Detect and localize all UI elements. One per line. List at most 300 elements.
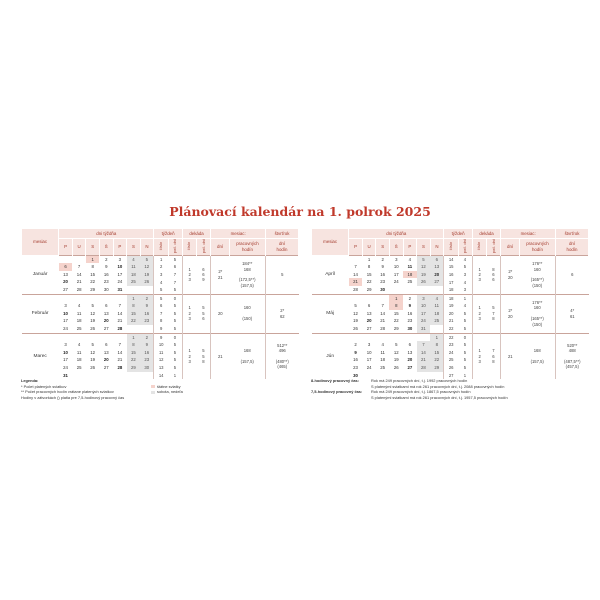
day-cell: 6 <box>408 342 412 348</box>
day-cell: 19 <box>353 318 358 324</box>
header-cislo: číslo <box>154 239 168 256</box>
day-cell <box>430 325 444 333</box>
day-cell: 18 <box>127 271 141 279</box>
day-cell: 22 <box>366 279 372 285</box>
header-dekada: dekáda <box>182 229 210 239</box>
week-number: 8 <box>154 317 168 325</box>
day-cell <box>140 325 154 333</box>
day-cell: 24 <box>117 279 123 285</box>
day-cell: 28 <box>117 325 123 331</box>
day-cell: 12 <box>140 263 154 271</box>
month-workdays: 2* 20 <box>501 255 520 294</box>
day-cell: 27 <box>103 364 109 370</box>
month-name: Január <box>22 255 59 294</box>
day-cell <box>99 333 113 341</box>
day-cell: 5 <box>91 303 94 309</box>
day-cell <box>59 333 73 341</box>
week-workdays: 7 <box>173 271 177 277</box>
week-workdays: 0 <box>168 333 182 341</box>
header-dekada: dekáda <box>472 229 500 239</box>
week-number: 18 <box>444 286 458 294</box>
day-cell: 13 <box>366 310 372 316</box>
day-cell: 11 <box>407 264 413 270</box>
header-stvrtrok-dni: dní hodín <box>556 239 589 256</box>
week-workdays: 5 <box>463 264 467 270</box>
quarter-cell: 5 <box>266 255 299 294</box>
day-cell <box>140 286 154 294</box>
day-cell <box>403 286 417 294</box>
day-cell: 4 <box>77 303 81 309</box>
day-cell: 9 <box>140 302 154 310</box>
day-cell <box>389 286 403 294</box>
month-hours: 176** 160 (165**) (150) <box>519 255 555 294</box>
day-cell: 13 <box>63 271 68 277</box>
day-cell: 14 <box>417 349 431 357</box>
week-workdays: 5 <box>173 326 177 332</box>
week-workdays: 0 <box>168 294 182 302</box>
day-cell: 18 <box>403 271 417 279</box>
table-row <box>312 294 589 302</box>
day-cell: 18 <box>380 357 386 363</box>
week-workdays: 5 <box>173 287 177 293</box>
dekada-numbers: 1 2 3 <box>472 255 486 294</box>
dekada-numbers: 1 2 3 <box>182 255 196 294</box>
day-cell: 19 <box>90 318 96 324</box>
day-cell: 14 <box>380 310 386 316</box>
day-cell: 7 <box>354 264 357 270</box>
day-cell: 12 <box>417 263 431 271</box>
week-number: 20 <box>444 310 458 318</box>
week-number: 19 <box>444 302 458 310</box>
header-day-letter: U <box>72 239 86 256</box>
week-number: 26 <box>444 364 458 372</box>
day-cell: 4 <box>403 255 417 263</box>
day-cell: 16 <box>407 310 413 316</box>
week-number: 27 <box>444 372 458 380</box>
header-day-letter: N <box>140 239 154 256</box>
week-workdays: 1 <box>463 372 467 378</box>
week-number: 21 <box>444 317 458 325</box>
day-cell: 25 <box>407 279 413 285</box>
day-cell: 30 <box>103 287 109 293</box>
week-number: 16 <box>444 271 458 279</box>
week-workdays: 5 <box>463 310 467 316</box>
header-day-letter: P <box>349 239 363 256</box>
day-cell: 11 <box>127 263 141 271</box>
day-cell: 29 <box>127 364 141 372</box>
legend-title: Legenda: <box>21 378 39 383</box>
day-cell: 8 <box>367 264 371 270</box>
day-cell: 25 <box>127 278 141 286</box>
day-cell: 31 <box>63 372 68 378</box>
day-cell: 19 <box>417 271 431 279</box>
day-cell: 4 <box>127 255 141 263</box>
day-cell: 2 <box>140 333 154 341</box>
day-cell: 2 <box>354 342 357 348</box>
header-mesiac: mesiac <box>22 229 59 255</box>
day-cell: 9 <box>105 264 108 270</box>
day-cell: 3 <box>389 255 403 263</box>
calendar-table-right <box>311 229 589 379</box>
week-workdays: 0 <box>458 333 472 341</box>
day-cell: 15 <box>90 271 96 277</box>
header-tyzden: týždeň <box>444 229 472 239</box>
day-cell: 26 <box>393 364 399 370</box>
day-cell: 27 <box>407 364 413 370</box>
day-cell: 18 <box>430 310 444 318</box>
day-cell: 20 <box>430 271 444 279</box>
day-cell: 6 <box>105 303 108 309</box>
day-cell: 25 <box>380 364 386 370</box>
day-cell <box>403 333 417 341</box>
day-cell: 20 <box>103 318 109 324</box>
week-number: 4 <box>154 278 168 286</box>
header-dni: dní <box>211 239 230 256</box>
day-cell <box>86 333 100 341</box>
day-cell <box>349 255 363 263</box>
week-workdays: 4 <box>463 279 467 285</box>
calendar-half-right <box>311 229 589 379</box>
week-number: 5 <box>154 294 168 302</box>
day-cell: 24 <box>417 317 431 325</box>
calendar-half-left <box>21 229 299 379</box>
day-cell: 1 <box>86 255 100 263</box>
day-cell: 22 <box>90 279 96 285</box>
day-cell <box>349 294 363 302</box>
week-workdays: 5 <box>463 318 467 324</box>
day-cell: 12 <box>90 310 96 316</box>
dekada-days: 5 5 6 <box>197 294 211 333</box>
working-time-notes <box>311 378 589 400</box>
week-number: 14 <box>154 372 168 380</box>
header-day-letter: P <box>59 239 73 256</box>
week-workdays: 5 <box>463 342 467 348</box>
day-cell: 12 <box>90 349 96 355</box>
day-cell: 28 <box>353 287 358 293</box>
week-workdays: 7 <box>173 279 177 285</box>
holiday-swatch <box>151 385 155 388</box>
header-day-letter: S <box>86 239 100 256</box>
day-cell: 11 <box>430 302 444 310</box>
legend <box>21 378 299 400</box>
day-cell <box>362 333 376 341</box>
day-cell <box>99 294 113 302</box>
week-number: 2 <box>154 263 168 271</box>
day-cell: 23 <box>140 317 154 325</box>
day-cell <box>86 294 100 302</box>
day-cell: 31 <box>417 325 431 333</box>
week-workdays: 5 <box>463 357 467 363</box>
month-hours: 160 (150) <box>229 294 265 333</box>
week-number: 7 <box>154 310 168 318</box>
day-cell: 13 <box>407 349 413 355</box>
day-cell: 5 <box>417 255 431 263</box>
day-cell: 21 <box>417 356 431 364</box>
week-workdays: 5 <box>173 318 177 324</box>
week-workdays: 5 <box>173 357 177 363</box>
day-cell: 18 <box>76 357 82 363</box>
day-cell: 24 <box>63 325 68 331</box>
day-cell: 26 <box>140 278 154 286</box>
month-workdays: 2* 21 <box>211 255 230 294</box>
table-header <box>22 229 299 255</box>
header-mesiac-pracovnych: mesiac: <box>211 229 266 239</box>
day-cell: 16 <box>103 271 109 277</box>
note-row: 8-hodinový pracovný čas: Rok má 249 pracovných dní, t.j. 1992 pracovných hodín S platenými sviatkami má rok 261 pracovných dní, t.j. 2088 pracovných hodín <box>311 378 505 389</box>
day-cell: 30 <box>380 287 386 293</box>
day-cell: 25 <box>76 364 82 370</box>
day-cell: 11 <box>76 310 82 316</box>
day-cell: 8 <box>127 341 141 349</box>
day-cell: 8 <box>430 341 444 349</box>
day-cell: 25 <box>430 317 444 325</box>
quarter-cell: 6 <box>556 255 589 294</box>
day-cell: 28 <box>76 287 82 293</box>
week-workdays: 6 <box>173 264 177 270</box>
day-cell <box>362 294 376 302</box>
day-cell: 22 <box>127 317 141 325</box>
legend-item-weekend: sobota, nedeľa <box>151 389 271 395</box>
day-cell: 2 <box>140 294 154 302</box>
day-cell: 21 <box>117 318 123 324</box>
day-cell: 12 <box>393 349 399 355</box>
day-cell: 12 <box>353 310 358 316</box>
day-cell: 7 <box>118 342 122 348</box>
header-poc-dni: poč. dní <box>197 239 211 256</box>
dekada-numbers: 1 2 3 <box>472 294 486 333</box>
day-cell: 29 <box>393 325 399 331</box>
day-cell: 7 <box>118 303 122 309</box>
dekada-numbers: 1 2 3 <box>472 333 486 379</box>
week-number: 12 <box>154 356 168 364</box>
week-number: 3 <box>154 271 168 279</box>
day-cell <box>59 255 73 263</box>
day-cell: 6 <box>430 255 444 263</box>
day-cell: 10 <box>393 264 399 270</box>
day-cell <box>376 294 390 302</box>
day-cell: 26 <box>90 325 96 331</box>
month-name: Jún <box>312 333 349 379</box>
day-cell: 3 <box>417 294 431 302</box>
day-cell: 10 <box>63 349 68 355</box>
day-cell: 15 <box>127 349 141 357</box>
week-number: 15 <box>444 263 458 271</box>
header-dni-tyzdna: dni týždňa <box>349 229 444 239</box>
header-hodin: pracovných hodín <box>229 239 265 256</box>
table-row <box>312 333 589 341</box>
day-cell: 6 <box>105 342 108 348</box>
day-cell: 10 <box>366 349 372 355</box>
month-workdays: 21 <box>501 333 520 379</box>
header-day-letter: P <box>113 239 127 256</box>
week-number: 5 <box>154 286 168 294</box>
day-cell <box>113 333 127 341</box>
table-row <box>312 255 589 263</box>
header-stvrtrok: štvrťrok <box>266 229 299 239</box>
day-cell: 3 <box>113 255 127 263</box>
day-cell: 30 <box>407 325 413 331</box>
day-cell: 24 <box>63 364 68 370</box>
day-cell: 10 <box>63 310 68 316</box>
header-day-letter: Š <box>99 239 113 256</box>
day-cell <box>389 333 403 341</box>
week-number: 18 <box>444 294 458 302</box>
header-dni: dní <box>501 239 520 256</box>
legend-item-holiday: štátne sviatky <box>151 384 271 390</box>
dekada-days: 5 5 8 <box>197 333 211 379</box>
day-cell <box>72 255 86 263</box>
day-cell <box>113 294 127 302</box>
header-poc-dni: poč. dní <box>487 239 501 256</box>
day-cell: 27 <box>63 287 68 293</box>
month-name: Február <box>22 294 59 333</box>
day-cell: 22 <box>393 318 399 324</box>
day-cell: 1 <box>389 294 403 302</box>
day-cell <box>72 294 86 302</box>
day-cell: 30 <box>140 364 154 372</box>
day-cell: 29 <box>366 287 372 293</box>
week-number: 14 <box>444 255 458 263</box>
day-cell <box>417 333 431 341</box>
day-cell: 11 <box>76 349 82 355</box>
month-workdays: 21 <box>211 333 230 379</box>
header-day-letter: Š <box>389 239 403 256</box>
day-cell: 28 <box>380 325 386 331</box>
week-number: 1 <box>154 255 168 263</box>
month-workdays: 2* 20 <box>501 294 520 333</box>
day-cell: 23 <box>353 364 358 370</box>
day-cell: 1 <box>430 333 444 341</box>
dekada-numbers: 1 2 3 <box>182 294 196 333</box>
week-workdays: 5 <box>463 365 467 371</box>
day-cell: 31 <box>117 287 123 293</box>
week-workdays: 1 <box>458 294 472 302</box>
table-body <box>312 255 589 379</box>
day-cell: 13 <box>103 349 109 355</box>
day-cell: 4 <box>77 342 81 348</box>
day-cell: 17 <box>366 357 372 363</box>
quarter-cell: 2* 62 <box>266 294 299 333</box>
day-cell: 21 <box>380 318 386 324</box>
day-cell: 14 <box>76 271 82 277</box>
week-workdays: 3 <box>463 271 467 277</box>
day-cell: 1 <box>127 333 141 341</box>
day-cell: 24 <box>393 279 399 285</box>
table-body <box>22 255 299 379</box>
legend-line: Hodiny v zátvorkách () platia pre 7,5-hodinový pracovný čas <box>21 394 125 400</box>
day-cell: 8 <box>127 302 141 310</box>
day-cell: 9 <box>354 349 357 355</box>
header-poc-dni: poč. dní <box>168 239 182 256</box>
table-row <box>22 333 299 341</box>
week-workdays: 5 <box>173 349 177 355</box>
calendar-table-left <box>21 229 299 379</box>
week-number: 9 <box>154 325 168 333</box>
day-cell: 24 <box>366 364 372 370</box>
week-workdays: 5 <box>173 365 177 371</box>
month-workdays: 20 <box>211 294 230 333</box>
day-cell <box>430 286 444 294</box>
week-number: 13 <box>154 364 168 372</box>
week-number: 23 <box>444 341 458 349</box>
day-cell: 4 <box>381 342 384 348</box>
day-cell: 6 <box>59 263 73 271</box>
week-workdays: 5 <box>173 310 177 316</box>
day-cell: 17 <box>393 271 399 277</box>
dekada-days: 5 7 8 <box>487 294 501 333</box>
header-tyzden: týždeň <box>154 229 182 239</box>
day-cell: 15 <box>430 349 444 357</box>
week-number: 22 <box>444 333 458 341</box>
day-cell: 15 <box>393 310 399 316</box>
week-workdays: 5 <box>168 255 182 263</box>
day-cell: 15 <box>127 310 141 318</box>
header-cislo: číslo <box>472 239 486 256</box>
day-cell: 1 <box>127 294 141 302</box>
day-cell: 17 <box>63 318 68 324</box>
day-cell: 13 <box>430 263 444 271</box>
day-cell: 27 <box>366 325 372 331</box>
month-hours: 176** 160 (165**) (150) <box>519 294 555 333</box>
day-cell: 2 <box>403 294 417 302</box>
day-cell: 18 <box>76 318 82 324</box>
header-day-letter: S <box>376 239 390 256</box>
day-cell: 16 <box>140 349 154 357</box>
header-day-letter: N <box>430 239 444 256</box>
week-number: 9 <box>154 333 168 341</box>
header-mesiac-pracovnych: mesiac: <box>501 229 556 239</box>
day-cell: 3 <box>367 342 371 348</box>
day-cell: 9 <box>381 264 384 270</box>
day-cell: 19 <box>90 357 96 363</box>
week-number: 11 <box>154 349 168 357</box>
day-cell: 5 <box>354 303 357 309</box>
quarter-cell: 520** 488 (487,5**) (457,5) <box>556 333 589 379</box>
day-cell: 6 <box>367 303 371 309</box>
table-row <box>22 255 299 263</box>
header-cislo: číslo <box>182 239 196 256</box>
header-cislo: číslo <box>444 239 458 256</box>
day-cell: 20 <box>366 318 372 324</box>
header-stvrtrok: štvrťrok <box>556 229 589 239</box>
day-cell <box>349 333 363 341</box>
day-cell: 10 <box>117 264 123 270</box>
day-cell: 16 <box>353 357 358 363</box>
day-cell: 29 <box>430 364 444 372</box>
day-cell: 26 <box>90 364 96 370</box>
week-workdays: 5 <box>173 342 177 348</box>
month-name: Apríl <box>312 255 349 294</box>
day-cell: 5 <box>91 342 94 348</box>
day-cell: 30 <box>353 372 358 378</box>
day-cell <box>127 286 141 294</box>
weekend-swatch <box>151 391 155 394</box>
day-cell: 23 <box>140 356 154 364</box>
month-name: Marec <box>22 333 59 379</box>
day-cell: 21 <box>117 357 123 363</box>
week-workdays: 1 <box>173 372 177 378</box>
day-cell: 2 <box>376 255 390 263</box>
day-cell: 9 <box>140 341 154 349</box>
day-cell: 23 <box>407 318 413 324</box>
day-cell: 21 <box>76 279 82 285</box>
week-workdays: 4 <box>458 255 472 263</box>
day-cell <box>59 294 73 302</box>
quarter-cell: 512** 496 (480**) (465) <box>266 333 299 379</box>
day-cell: 17 <box>117 271 123 277</box>
day-cell: 28 <box>417 364 431 372</box>
week-workdays: 4 <box>463 303 467 309</box>
